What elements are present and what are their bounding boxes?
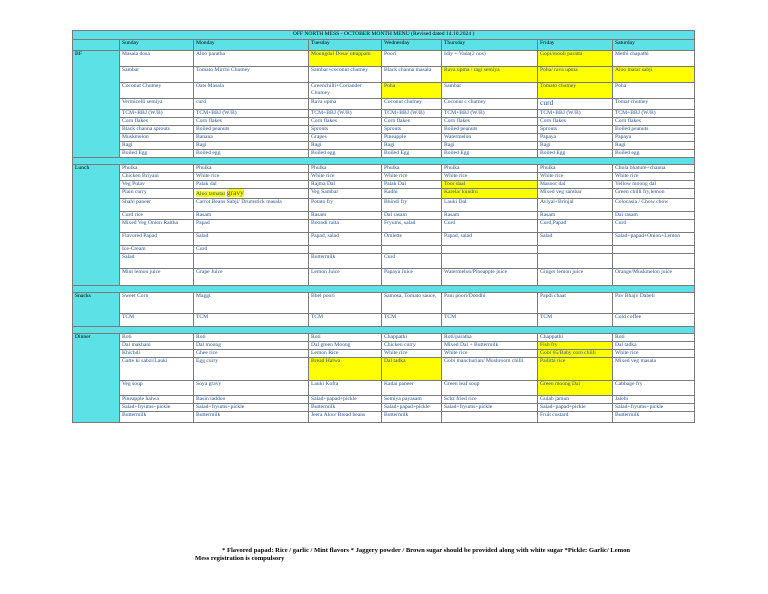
footer-line-1: * Flavored papad: Rice / garlic / Mint flavors * Jaggery powder / Brown sugar should be provided along with white sugar *Pickle: Garlic/ Lemon xyxy=(222,547,631,554)
menu-item: Ghee rice xyxy=(194,350,309,358)
menu-item: White rice xyxy=(538,173,613,181)
menu-item: White rice xyxy=(613,173,695,181)
menu-item: Poori xyxy=(382,51,442,67)
menu-item: Rava upma / ragi semiya xyxy=(442,67,538,83)
menu-item: Dal tadka xyxy=(613,342,695,350)
menu-item: Methi chapathi xyxy=(613,51,695,67)
menu-item: Bread Halwa xyxy=(309,358,382,381)
menu-item: Mixed veg sambar xyxy=(538,189,613,199)
meal-label-snacks: Snacks xyxy=(73,293,120,327)
menu-item: Flavored Papad xyxy=(120,233,194,246)
menu-item: Oats Masala xyxy=(194,83,309,99)
menu-item: Lauki Dal xyxy=(442,199,538,212)
menu-item: Dal green Moong xyxy=(309,342,382,350)
menu-item: Coconut Chutney xyxy=(120,83,194,99)
menu-item: Green leaf soup xyxy=(442,381,538,396)
menu-item: TCM+BBJ (W/B) xyxy=(382,110,442,118)
menu-item: Phulka xyxy=(382,165,442,173)
menu-item xyxy=(382,246,442,254)
menu-item: Corn flakes xyxy=(120,118,194,126)
menu-item: Greenchilli+Coriander Chutney xyxy=(309,83,382,99)
menu-item: Tomato chutney xyxy=(538,83,613,99)
menu-item: Salad+fryums+pickle xyxy=(194,404,309,412)
menu-item: Curd xyxy=(613,220,695,233)
menu-item: Masala dosa xyxy=(120,51,194,67)
menu-item: Ragi xyxy=(120,142,194,150)
menu-item: Bhel poori xyxy=(309,293,382,314)
menu-item: Roti xyxy=(194,334,309,342)
menu-item xyxy=(194,254,309,269)
menu-item: Grape Juice xyxy=(194,269,309,286)
menu-item: Moongdal Dosa/ uttappam xyxy=(309,51,382,67)
menu-item: Boiled egg xyxy=(309,150,382,158)
menu-item: Banana xyxy=(194,134,309,142)
menu-item: Pineapple xyxy=(382,134,442,142)
menu-item: Rajma Dal xyxy=(309,181,382,189)
menu-item: Salad+papad+pickle xyxy=(538,404,613,412)
menu-item: Aloo paratha xyxy=(194,51,309,67)
menu-item: Rasam xyxy=(194,212,309,220)
menu-item: TCM xyxy=(382,314,442,327)
menu-item: Chicken Briyani xyxy=(120,173,194,181)
menu-item: Curd,Papad xyxy=(538,220,613,233)
menu-item: Chicken curry xyxy=(382,342,442,350)
menu-item: Muskmelon xyxy=(120,134,194,142)
day-header-thursday: Thursday xyxy=(442,40,538,51)
menu-item: TCM xyxy=(194,314,309,327)
menu-item: Pav Bhaji/ Dabeli xyxy=(613,293,695,314)
menu-item: Masoor dal xyxy=(538,181,613,189)
menu-item: Salad+papad+Onion+Lemon xyxy=(613,233,695,246)
menu-item: Yellow moong dal xyxy=(613,181,695,189)
menu-item: Chappathi xyxy=(382,334,442,342)
menu-item: Soya gravy xyxy=(194,381,309,396)
menu-item: Carrot Beans Sabji/ Drumstick masala xyxy=(194,199,309,212)
menu-item: Black channa masala xyxy=(382,67,442,83)
day-header-wednesday: Wednesday xyxy=(382,40,442,51)
menu-item: Roti xyxy=(120,334,194,342)
menu-item: Ragi xyxy=(309,142,382,150)
menu-item: Corn flakes xyxy=(309,118,382,126)
menu-item: curd xyxy=(194,99,309,110)
menu-item: Phulka xyxy=(538,165,613,173)
menu-item: Semiya payasam xyxy=(382,396,442,404)
menu-item: Aviyal+Brinjal xyxy=(538,199,613,212)
menu-item: Karela/ kundru xyxy=(442,189,538,199)
menu-item: Dal rasam xyxy=(382,212,442,220)
menu-item: Watermelon xyxy=(442,134,538,142)
menu-item: Lemon Rice xyxy=(309,350,382,358)
menu-item: Chola bhature+channa xyxy=(613,165,695,173)
menu-item: Aloo matar sabji xyxy=(613,67,695,83)
menu-item: TCM+BBJ (W/B) xyxy=(309,110,382,118)
menu-item: Corn flakes xyxy=(382,118,442,126)
menu-item: Rava upma xyxy=(309,99,382,110)
menu-item: Poha/ rava upma xyxy=(538,67,613,83)
menu-item: Palak Dal xyxy=(382,181,442,189)
menu-item: Papaya xyxy=(538,134,613,142)
menu-item: Fish fry xyxy=(538,342,613,350)
menu-item: Pani poori/Doodhi xyxy=(442,293,538,314)
menu-sheet xyxy=(72,30,694,423)
menu-item xyxy=(538,246,613,254)
menu-item: Boiled Egg xyxy=(120,150,194,158)
day-header-monday: Monday xyxy=(194,40,309,51)
menu-item: Coconut chutney xyxy=(382,99,442,110)
menu-item: Curd rice xyxy=(120,212,194,220)
menu-item: Poha xyxy=(382,83,442,99)
menu-item: Boondi raita xyxy=(309,220,382,233)
meal-label-dinner: Dinner xyxy=(73,334,120,423)
menu-item: Boiled Egg xyxy=(382,150,442,158)
menu-item: White rice xyxy=(442,173,538,181)
menu-item: Gopi/mooli paratta xyxy=(538,51,613,67)
menu-item: Mint lemon juice xyxy=(120,269,194,286)
menu-item: Boiled peanuts xyxy=(194,126,309,134)
menu-item: Tomat chutney xyxy=(613,99,695,110)
menu-item: Potato fry xyxy=(309,199,382,212)
menu-item: Cabbage fry xyxy=(613,381,695,396)
menu-item: TCM xyxy=(538,314,613,327)
menu-item: Buttermilk xyxy=(309,404,382,412)
menu-item: Samosa, Tomato sauce, xyxy=(382,293,442,314)
menu-item: White rice xyxy=(613,350,695,358)
menu-item: TCM+BBJ (W/B) xyxy=(538,110,613,118)
menu-item: Buttermilk xyxy=(120,412,194,423)
menu-item: Roti xyxy=(613,334,695,342)
menu-item: Jalebi xyxy=(613,396,695,404)
menu-item: Boiled peanuts xyxy=(442,126,538,134)
menu-item: Vermicelli semiya xyxy=(120,99,194,110)
menu-item: Sprouts xyxy=(538,126,613,134)
menu-item: Papad xyxy=(194,220,309,233)
menu-item: Plain curry xyxy=(120,189,194,199)
menu-item: Corn flakes xyxy=(194,118,309,126)
menu-item xyxy=(442,254,538,269)
menu-item: Boiled peanuts xyxy=(613,126,695,134)
menu-item: Corn flakes xyxy=(442,118,538,126)
menu-item: Ice-Cream xyxy=(120,246,194,254)
menu-item: Buttermilk xyxy=(194,412,309,423)
menu-item xyxy=(613,254,695,269)
menu-item: Veg Pulav xyxy=(120,181,194,189)
menu-item: Dal rasam xyxy=(613,212,695,220)
menu-item xyxy=(309,246,382,254)
day-header-saturday: Saturday xyxy=(613,40,695,51)
menu-item: Salad+fryums+pickle xyxy=(442,404,538,412)
menu-item: Papad, salad xyxy=(309,233,382,246)
menu-item: Phulka xyxy=(309,165,382,173)
menu-item: Ragi xyxy=(613,142,695,150)
menu-item: Bhindi fry xyxy=(382,199,442,212)
menu-item xyxy=(442,412,538,423)
menu-item: Chappathi xyxy=(538,334,613,342)
menu-item: Gatte ki sabzi/Lauki xyxy=(120,358,194,381)
menu-item: Gobi manchurian/ Mushroom chilli xyxy=(442,358,538,381)
menu-item: Orange/Muskmelon juice xyxy=(613,269,695,286)
menu-item: White rice xyxy=(194,173,309,181)
menu-item: Salad+papad+pickle xyxy=(382,404,442,412)
menu-item: Salad+fryums+pickle xyxy=(120,404,194,412)
menu-item: Lauki Kofta xyxy=(309,381,382,396)
menu-item: White rice xyxy=(382,350,442,358)
corner-cell xyxy=(73,40,120,51)
separator-row xyxy=(73,327,695,334)
menu-item: Jeera Aloo/ Bread beans xyxy=(309,412,382,423)
menu-item: Green chilli fry,lemon xyxy=(613,189,695,199)
menu-item: Coconut c chutney xyxy=(442,99,538,110)
menu-item: Sprouts xyxy=(309,126,382,134)
menu-item: Corn flakes xyxy=(538,118,613,126)
menu-item: Idly + Vada(2 nos) xyxy=(442,51,538,67)
menu-item: Rasam xyxy=(442,212,538,220)
menu-item: Sambar+coconut chutney xyxy=(309,67,382,83)
day-header-tuesday: Tuesday xyxy=(309,40,382,51)
menu-item: Grapes xyxy=(309,134,382,142)
menu-item: Phulka xyxy=(194,165,309,173)
menu-item: Poha xyxy=(613,83,695,99)
menu-item: Phulka xyxy=(442,165,538,173)
menu-table xyxy=(72,30,695,423)
menu-item: Salad+fryums+pickle xyxy=(613,404,695,412)
meal-label-bf: BF xyxy=(73,51,120,158)
menu-item: Fruit custard xyxy=(538,412,613,423)
menu-item: TCM xyxy=(309,314,382,327)
menu-item: Papdi chaat xyxy=(538,293,613,314)
menu-item: Curd xyxy=(442,220,538,233)
menu-item: Boiled Egg xyxy=(442,150,538,158)
menu-item: TCM xyxy=(120,314,194,327)
menu-item: Roti/paratha xyxy=(442,334,538,342)
separator-row xyxy=(73,286,695,293)
menu-item: Cold coffee xyxy=(613,314,695,327)
separator-row xyxy=(73,158,695,165)
menu-item: Gulab jamun xyxy=(538,396,613,404)
menu-item: Paditta rice xyxy=(538,358,613,381)
menu-item: Sambar xyxy=(120,67,194,83)
menu-item: White rice xyxy=(309,173,382,181)
menu-item: Veg Sambar xyxy=(309,189,382,199)
menu-item: Sambar xyxy=(442,83,538,99)
menu-item: Kadhi xyxy=(382,189,442,199)
menu-item-text: Aloo tamatar xyxy=(196,191,226,197)
menu-item xyxy=(538,254,613,269)
menu-item: Ragi xyxy=(442,142,538,150)
menu-item: Ragi xyxy=(382,142,442,150)
menu-item: Gobi 65/Baby corn chilli xyxy=(538,350,613,358)
menu-item: Veg soup xyxy=(120,381,194,396)
menu-item: Boiled egg xyxy=(613,150,695,158)
menu-item: Papaya Juice xyxy=(382,269,442,286)
menu-item: Buttermilk xyxy=(309,254,382,269)
menu-item: Dal makhani xyxy=(120,342,194,350)
menu-item: curd xyxy=(538,99,613,110)
menu-item: Boiled egg xyxy=(194,150,309,158)
menu-item: Kadai paneer xyxy=(382,381,442,396)
menu-item: Sweet Corn xyxy=(120,293,194,314)
footer-line-2: Mess registration is compulsory xyxy=(195,555,285,562)
menu-item: Curd xyxy=(382,254,442,269)
menu-item: TCM+BBJ (W/B) xyxy=(120,110,194,118)
menu-item: Rasam xyxy=(538,212,613,220)
sheet-title: OFF NORTH MESS - OCTOBER MONTH MENU (Revised dated 14.10.2024 ) xyxy=(73,31,695,40)
menu-item: Salad xyxy=(194,233,309,246)
menu-item: Schz fried rice xyxy=(442,396,538,404)
menu-item: Salad+papad+pickle xyxy=(309,396,382,404)
menu-item: TCM+BBJ (W/B) xyxy=(194,110,309,118)
menu-item: Sprouts xyxy=(382,126,442,134)
menu-item: Phulka xyxy=(120,165,194,173)
footer-notes xyxy=(72,547,694,563)
menu-item: White rice xyxy=(442,350,538,358)
menu-item: Khichdi xyxy=(120,350,194,358)
menu-item: Mixed veg masala xyxy=(613,358,695,381)
menu-item: Dal tadka xyxy=(382,358,442,381)
menu-item: Corn flakes xyxy=(613,118,695,126)
menu-item: Fryums, salad xyxy=(382,220,442,233)
day-header-friday: Friday xyxy=(538,40,613,51)
menu-item: Boiled Egg xyxy=(538,150,613,158)
menu-item: Mixed Dal + Buttermilk xyxy=(442,342,538,350)
menu-item: Papaya xyxy=(613,134,695,142)
menu-item: TCM+BBJ (W/B) xyxy=(613,110,695,118)
menu-item: Tomato Mirchi Chutney xyxy=(194,67,309,83)
menu-item: Curd xyxy=(194,246,309,254)
menu-item: Dal moong xyxy=(194,342,309,350)
menu-item xyxy=(613,246,695,254)
menu-item-text-extra: gravy xyxy=(226,188,244,197)
menu-item: Egg curry xyxy=(194,358,309,381)
menu-item: Pineapple halwa xyxy=(120,396,194,404)
menu-item: Salad xyxy=(538,233,613,246)
day-header-sunday: Sunday xyxy=(120,40,194,51)
menu-item: Black channa sprouts xyxy=(120,126,194,134)
menu-item: Watermelon/Pineapple juice xyxy=(442,269,538,286)
menu-item xyxy=(442,246,538,254)
menu-item: Roti xyxy=(309,334,382,342)
menu-item: Rasam xyxy=(309,212,382,220)
menu-item: Toor daal xyxy=(442,181,538,189)
menu-item: TCM+BBJ (W/B) xyxy=(442,110,538,118)
menu-item xyxy=(194,189,309,199)
menu-item: Buttermilk xyxy=(613,412,695,423)
menu-item: Papad, salad xyxy=(442,233,538,246)
menu-item: Ragi xyxy=(538,142,613,150)
menu-item: White rice xyxy=(382,173,442,181)
menu-item: Ginger lemon juice xyxy=(538,269,613,286)
meal-label-lunch: Lunch xyxy=(73,165,120,286)
menu-item: Shahi paneer xyxy=(120,199,194,212)
menu-item: TCM xyxy=(442,314,538,327)
menu-item: Omlette xyxy=(382,233,442,246)
menu-item: Mixed Veg Onion Raitha xyxy=(120,220,194,233)
menu-item: Maggi xyxy=(194,293,309,314)
menu-item: Colocasia / Chow chow xyxy=(613,199,695,212)
menu-item: Green moong Dal xyxy=(538,381,613,396)
menu-item: Buttermilk xyxy=(382,412,442,423)
menu-item: Ragi xyxy=(194,142,309,150)
menu-item: Basin laddoo xyxy=(194,396,309,404)
menu-item: Lemon Juice xyxy=(309,269,382,286)
menu-item: Palak dal xyxy=(194,181,309,189)
menu-item: Salad xyxy=(120,254,194,269)
